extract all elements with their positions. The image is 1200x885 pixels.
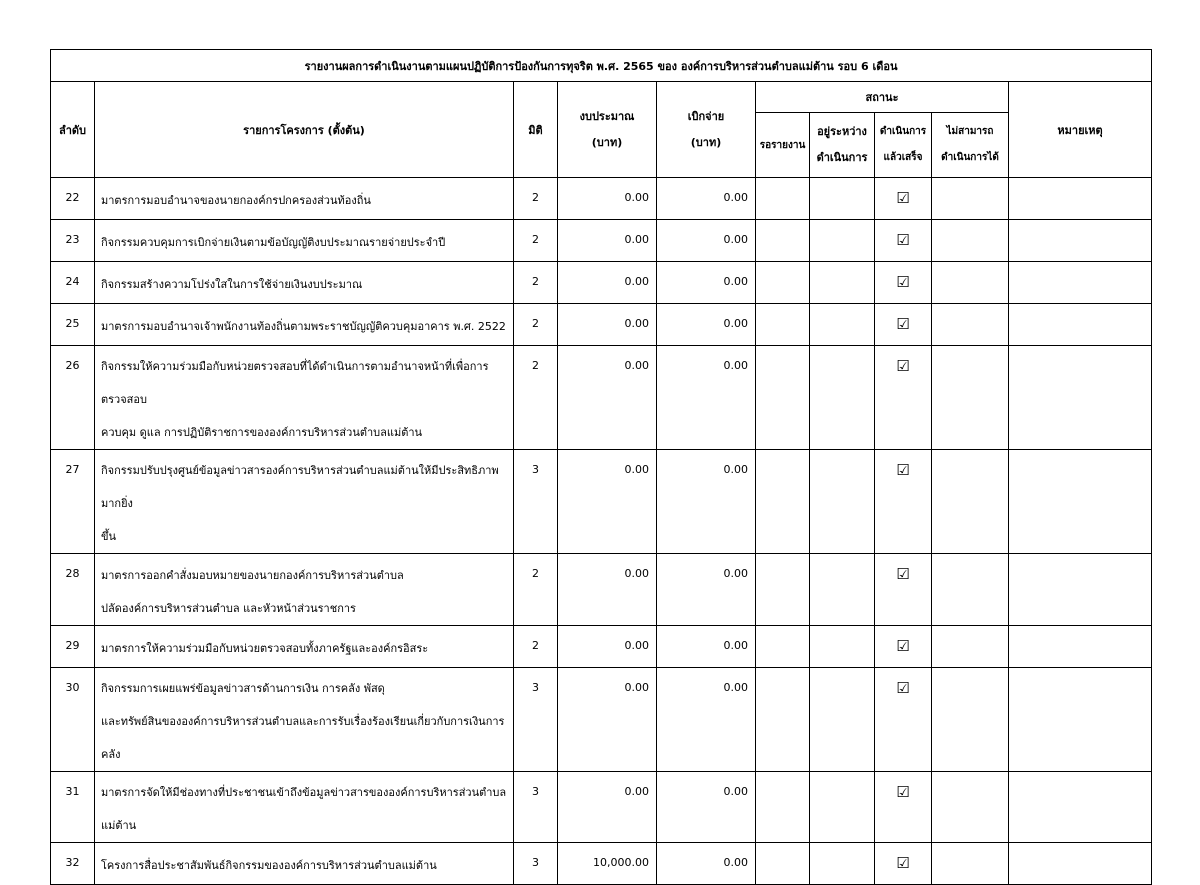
row-dimension: 3: [514, 772, 558, 843]
row-remarks: [1009, 178, 1152, 220]
row-status-done: [875, 304, 932, 346]
row-disbursed: 0.00: [657, 554, 756, 626]
row-disbursed: 0.00: [657, 668, 756, 772]
row-budget: 0.00: [558, 346, 657, 450]
row-disbursed: 0.00: [657, 843, 756, 885]
row-number: 28: [51, 554, 95, 626]
row-budget: 0.00: [558, 554, 657, 626]
row-disbursed: 0.00: [657, 220, 756, 262]
row-dimension: 3: [514, 843, 558, 885]
table-row: [51, 346, 1152, 450]
checked-box-icon: ☑: [896, 461, 910, 479]
row-dimension: 2: [514, 220, 558, 262]
row-status-unable: [932, 450, 1009, 554]
row-status-in-progress: [810, 450, 875, 554]
row-status-unable: [932, 262, 1009, 304]
row-number: 32: [51, 843, 95, 885]
report-title: รายงานผลการดำเนินงานตามแผนปฏิบัติการป้องกันการทุจริต พ.ศ. 2565 ของ องค์การบริหารส่วนตำบลแม่ต้าน รอบ 6 เดือน: [51, 50, 1152, 82]
table-row: [51, 304, 1152, 346]
row-number: 23: [51, 220, 95, 262]
row-number: 22: [51, 178, 95, 220]
row-remarks: [1009, 668, 1152, 772]
row-remarks: [1009, 262, 1152, 304]
header-status: สถานะ: [756, 82, 1009, 113]
row-dimension: 2: [514, 304, 558, 346]
row-status-unable: [932, 304, 1009, 346]
header-dimension: มิติ: [514, 82, 558, 178]
table-body: [51, 178, 1152, 885]
row-dimension: 3: [514, 450, 558, 554]
row-disbursed: 0.00: [657, 450, 756, 554]
row-project: กิจกรรมปรับปรุงศูนย์ข้อมูลข่าวสารองค์การบริหารส่วนตำบลแม่ต้านให้มีประสิทธิภาพมากยิ่ง ขึ้น: [95, 450, 514, 554]
row-project: มาตรการออกคำสั่งมอบหมายของนายกองค์การบริหารส่วนตำบล ปลัดองค์การบริหารส่วนตำบล และหัวหน้าส่วนราชการ: [95, 554, 514, 626]
row-status-pending: [756, 668, 810, 772]
row-status-pending: [756, 554, 810, 626]
header-budget: งบประมาณ (บาท): [558, 82, 657, 178]
row-status-in-progress: [810, 220, 875, 262]
row-disbursed: 0.00: [657, 346, 756, 450]
row-budget: 0.00: [558, 772, 657, 843]
row-status-in-progress: [810, 554, 875, 626]
row-status-done: [875, 220, 932, 262]
row-budget: 0.00: [558, 178, 657, 220]
report-table: [50, 49, 1152, 885]
row-status-done: [875, 262, 932, 304]
row-status-in-progress: [810, 178, 875, 220]
table-row: [51, 220, 1152, 262]
row-project: มาตรการจัดให้มีช่องทางที่ประชาชนเข้าถึงข้อมูลข่าวสารขององค์การบริหารส่วนตำบลแม่ต้าน: [95, 772, 514, 843]
row-budget: 0.00: [558, 304, 657, 346]
row-status-in-progress: [810, 626, 875, 668]
row-status-pending: [756, 178, 810, 220]
row-status-done: [875, 554, 932, 626]
row-dimension: 2: [514, 626, 558, 668]
checked-box-icon: ☑: [896, 679, 910, 697]
row-number: 27: [51, 450, 95, 554]
row-status-unable: [932, 668, 1009, 772]
header-disbursed: เบิกจ่าย (บาท): [657, 82, 756, 178]
row-dimension: 2: [514, 262, 558, 304]
row-project: มาตรการมอบอำนาจของนายกองค์กรปกครองส่วนท้องถิ่น: [95, 178, 514, 220]
row-status-unable: [932, 220, 1009, 262]
row-remarks: [1009, 346, 1152, 450]
row-disbursed: 0.00: [657, 262, 756, 304]
table-row: [51, 626, 1152, 668]
row-status-unable: [932, 626, 1009, 668]
header-status-done: ดำเนินการ แล้วเสร็จ: [875, 113, 932, 178]
row-status-in-progress: [810, 304, 875, 346]
row-status-pending: [756, 304, 810, 346]
checked-box-icon: ☑: [896, 637, 910, 655]
row-dimension: 2: [514, 554, 558, 626]
row-status-pending: [756, 626, 810, 668]
row-status-done: [875, 178, 932, 220]
row-disbursed: 0.00: [657, 178, 756, 220]
row-project: กิจกรรมการเผยแพร่ข้อมูลข่าวสารด้านการเงิน การคลัง พัสดุ และทรัพย์สินขององค์การบริหารส่วนตำบลและการรับเรื่องร้องเรียนเกี่ยวกับการเงินการคลัง: [95, 668, 514, 772]
table-row: [51, 450, 1152, 554]
row-project: มาตรการให้ความร่วมมือกับหน่วยตรวจสอบทั้งภาครัฐและองค์กรอิสระ: [95, 626, 514, 668]
table-row: [51, 262, 1152, 304]
row-project: โครงการสื่อประชาสัมพันธ์กิจกรรมขององค์การบริหารส่วนตำบลแม่ต้าน: [95, 843, 514, 885]
row-budget: 0.00: [558, 262, 657, 304]
row-status-unable: [932, 178, 1009, 220]
row-disbursed: 0.00: [657, 772, 756, 843]
row-status-pending: [756, 220, 810, 262]
row-remarks: [1009, 304, 1152, 346]
row-number: 30: [51, 668, 95, 772]
checked-box-icon: ☑: [896, 783, 910, 801]
row-remarks: [1009, 220, 1152, 262]
row-status-unable: [932, 554, 1009, 626]
table-row: [51, 668, 1152, 772]
row-status-done: [875, 346, 932, 450]
row-project: กิจกรรมสร้างความโปร่งใสในการใช้จ่ายเงินงบประมาณ: [95, 262, 514, 304]
row-remarks: [1009, 450, 1152, 554]
row-remarks: [1009, 626, 1152, 668]
checked-box-icon: ☑: [896, 273, 910, 291]
row-project: กิจกรรมให้ความร่วมมือกับหน่วยตรวจสอบที่ได้ดำเนินการตามอำนาจหน้าที่เพื่อการตรวจสอบ ควบคุม ดูแล การปฏิบัติราชการขององค์การบริหารส่วนตำบลแม่ต้าน: [95, 346, 514, 450]
row-status-pending: [756, 772, 810, 843]
checked-box-icon: ☑: [896, 231, 910, 249]
checked-box-icon: ☑: [896, 565, 910, 583]
row-dimension: 3: [514, 668, 558, 772]
row-number: 29: [51, 626, 95, 668]
table-row: [51, 554, 1152, 626]
row-status-done: [875, 772, 932, 843]
row-remarks: [1009, 772, 1152, 843]
row-status-in-progress: [810, 668, 875, 772]
row-status-unable: [932, 772, 1009, 843]
header-order: ลำดับ: [51, 82, 95, 178]
row-status-pending: [756, 262, 810, 304]
row-status-pending: [756, 346, 810, 450]
header-project: รายการโครงการ (ตั้งต้น): [95, 82, 514, 178]
header-status-in-progress: อยู่ระหว่าง ดำเนินการ: [810, 113, 875, 178]
row-status-pending: [756, 450, 810, 554]
checked-box-icon: ☑: [896, 357, 910, 375]
row-number: 26: [51, 346, 95, 450]
row-status-in-progress: [810, 772, 875, 843]
row-budget: 0.00: [558, 626, 657, 668]
row-project: มาตรการมอบอำนาจเจ้าพนักงานท้องถิ่นตามพระราชบัญญัติควบคุมอาคาร พ.ศ. 2522: [95, 304, 514, 346]
row-number: 25: [51, 304, 95, 346]
row-status-in-progress: [810, 262, 875, 304]
header-status-unable: ไม่สามารถ ดำเนินการได้: [932, 113, 1009, 178]
header-status-pending: รอรายงาน: [756, 113, 810, 178]
table-row: [51, 178, 1152, 220]
row-budget: 0.00: [558, 668, 657, 772]
checked-box-icon: ☑: [896, 315, 910, 333]
row-status-in-progress: [810, 346, 875, 450]
row-budget: 0.00: [558, 450, 657, 554]
row-disbursed: 0.00: [657, 626, 756, 668]
row-budget: 0.00: [558, 220, 657, 262]
row-number: 24: [51, 262, 95, 304]
header-remarks: หมายเหตุ: [1009, 82, 1152, 178]
table-row: [51, 772, 1152, 843]
checked-box-icon: ☑: [896, 854, 910, 872]
row-budget: 10,000.00: [558, 843, 657, 885]
row-project: กิจกรรมควบคุมการเบิกจ่ายเงินตามข้อบัญญัติงบประมาณรายจ่ายประจำปี: [95, 220, 514, 262]
row-disbursed: 0.00: [657, 304, 756, 346]
row-number: 31: [51, 772, 95, 843]
row-remarks: [1009, 554, 1152, 626]
row-status-done: [875, 668, 932, 772]
row-status-done: [875, 626, 932, 668]
row-dimension: 2: [514, 178, 558, 220]
row-status-done: [875, 450, 932, 554]
row-dimension: 2: [514, 346, 558, 450]
checked-box-icon: ☑: [896, 189, 910, 207]
row-status-unable: [932, 346, 1009, 450]
